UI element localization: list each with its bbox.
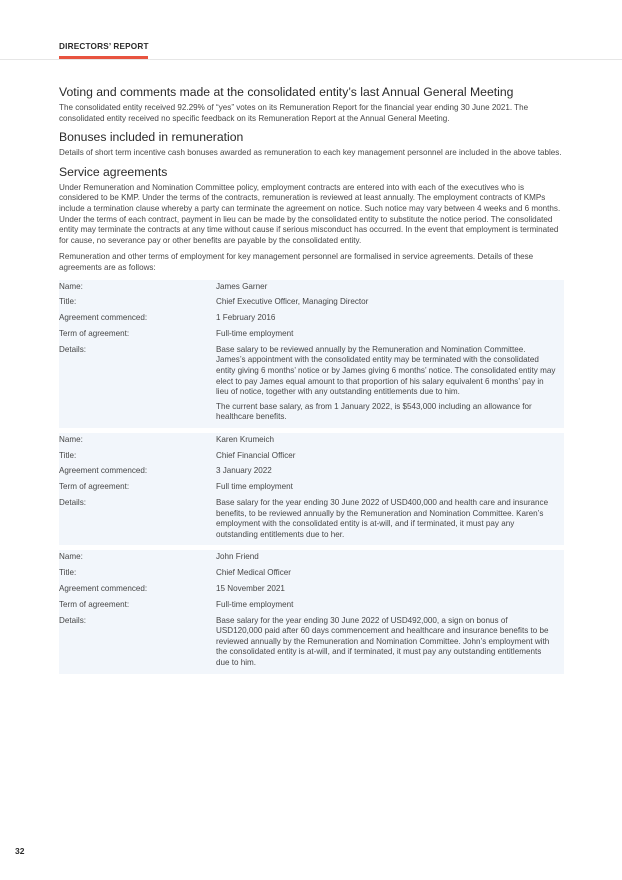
section-header: DIRECTORS’ REPORT bbox=[59, 42, 149, 51]
agreement-row bbox=[59, 482, 564, 498]
voting-text: The consolidated entity received 92.29% of “yes” votes on its Remuneration Report for the financial year ending 30 June 2021. The consolidated entity received no specific feedback on its Remuneration Report at the Annual General Meeting. bbox=[59, 103, 529, 123]
term-label: Term of agreement: bbox=[59, 328, 130, 338]
agreement-row bbox=[59, 329, 564, 345]
commenced-value: 3 January 2022 bbox=[216, 466, 272, 476]
bonuses-text: Details of short term incentive cash bonuses awarded as remuneration to each key management personnel are included in the above tables. bbox=[59, 148, 562, 158]
details-value bbox=[216, 616, 564, 673]
service-heading: Service agreements bbox=[59, 164, 168, 179]
agreement-row bbox=[59, 345, 564, 427]
agreement-row bbox=[59, 498, 564, 544]
bonuses-section bbox=[59, 130, 564, 159]
title-value: Chief Medical Officer bbox=[216, 568, 291, 578]
commenced-label: Agreement commenced: bbox=[59, 313, 148, 323]
term-label: Term of agreement: bbox=[59, 482, 130, 492]
agreement-row bbox=[59, 552, 564, 568]
details-label: Details: bbox=[59, 498, 86, 508]
name-value: John Friend bbox=[216, 552, 259, 562]
service-section bbox=[59, 165, 564, 274]
bonuses-heading: Bonuses included in remuneration bbox=[59, 130, 244, 145]
title-value: Chief Financial Officer bbox=[216, 450, 296, 460]
details-label: Details: bbox=[59, 344, 86, 354]
name-label: Name: bbox=[59, 552, 83, 562]
details-text: The current base salary, as from 1 January 2022, is $543,000 including an allowance for healthcare benefits. bbox=[216, 401, 532, 422]
commenced-value: 15 November 2021 bbox=[216, 584, 285, 594]
agreement-row bbox=[59, 584, 564, 600]
voting-section bbox=[59, 85, 564, 124]
page-content bbox=[59, 85, 564, 679]
agreement-row bbox=[59, 435, 564, 451]
title-label: Title: bbox=[59, 297, 77, 307]
agreement-row bbox=[59, 466, 564, 482]
agreement-row bbox=[59, 297, 564, 313]
term-value: Full-time employment bbox=[216, 599, 294, 609]
details-value bbox=[216, 498, 564, 544]
name-value: James Garner bbox=[216, 281, 268, 291]
term-value: Full-time employment bbox=[216, 328, 294, 338]
commenced-label: Agreement commenced: bbox=[59, 466, 148, 476]
details-text: Base salary to be reviewed annually by the Remuneration and Nomination Committee. James’s appointment with the consolidated entity may be terminated with the consolidated entity giving 6 months’ notice or by James giving 6 months’ notice. The consolidated entity may elect to pay James equal amount to that proportion of his salary equivalent 6 months’ pay in lieu of notice, together with any outstanding entitlements due to him. bbox=[216, 344, 556, 397]
agreement-row bbox=[59, 568, 564, 584]
service-text: Remuneration and other terms of employment for key management personnel are formalised in service agreements. Details of these agreements are as follows: bbox=[59, 252, 534, 272]
agreement-row bbox=[59, 600, 564, 616]
details-text: Base salary for the year ending 30 June 2022 of USD492,000, a sign on bonus of USD120,000 paid after 60 days commencement and healthcare and insurance benefits to be reviewed annually by the Remuneration and Nomination Committee. John’s employment with the consolidated entity is at-will, and if terminated, it must pay any outstanding entitlements due to him. bbox=[216, 615, 550, 667]
title-label: Title: bbox=[59, 450, 77, 460]
agreement-row bbox=[59, 616, 564, 673]
agreement-row bbox=[59, 282, 564, 298]
commenced-label: Agreement commenced: bbox=[59, 584, 148, 594]
title-label: Title: bbox=[59, 568, 77, 578]
agreement-block bbox=[59, 280, 564, 428]
details-label: Details: bbox=[59, 615, 86, 625]
agreement-row bbox=[59, 313, 564, 329]
name-label: Name: bbox=[59, 434, 83, 444]
name-value: Karen Krumeich bbox=[216, 434, 275, 444]
voting-heading: Voting and comments made at the consolidated entity’s last Annual General Meeting bbox=[59, 85, 514, 99]
agreement-row bbox=[59, 451, 564, 467]
commenced-value: 1 February 2016 bbox=[216, 313, 276, 323]
term-label: Term of agreement: bbox=[59, 599, 130, 609]
details-value bbox=[216, 345, 564, 427]
service-text: Under Remuneration and Nomination Committee policy, employment contracts are entered into with each of the executives who is considered to be KMP. Under the terms of the contracts, remuneration is reviewed at least annually. The employment contracts of KMPs include a termination clause whereby a party can terminate the agreement on notice. Such notice may vary between 4 weeks and 6 months. Under the terms of each contract, payment in lieu can be made by the consolidated entity to substitute the notice period. The consolidated entity may terminate the contracts at any time without cause if serious misconduct has occurred. In the event that employment is terminated for cause, no severance pay or other benefits are payable by the consolidated entity. bbox=[59, 182, 561, 245]
term-value: Full time employment bbox=[216, 482, 293, 492]
page-number: 32 bbox=[15, 846, 25, 856]
details-text: Base salary for the year ending 30 June 2022 of USD400,000 and health care and insurance benefits, to be reviewed annually by the Remuneration and Nomination Committee. Karen’s employment with the consolidated entity is at-will, and if terminated, it must pay any outstanding entitlements due to her. bbox=[216, 498, 549, 539]
name-label: Name: bbox=[59, 281, 83, 291]
title-value: Chief Executive Officer, Managing Director bbox=[216, 297, 369, 307]
header-divider bbox=[0, 59, 622, 60]
agreement-block bbox=[59, 433, 564, 546]
agreement-block bbox=[59, 550, 564, 673]
